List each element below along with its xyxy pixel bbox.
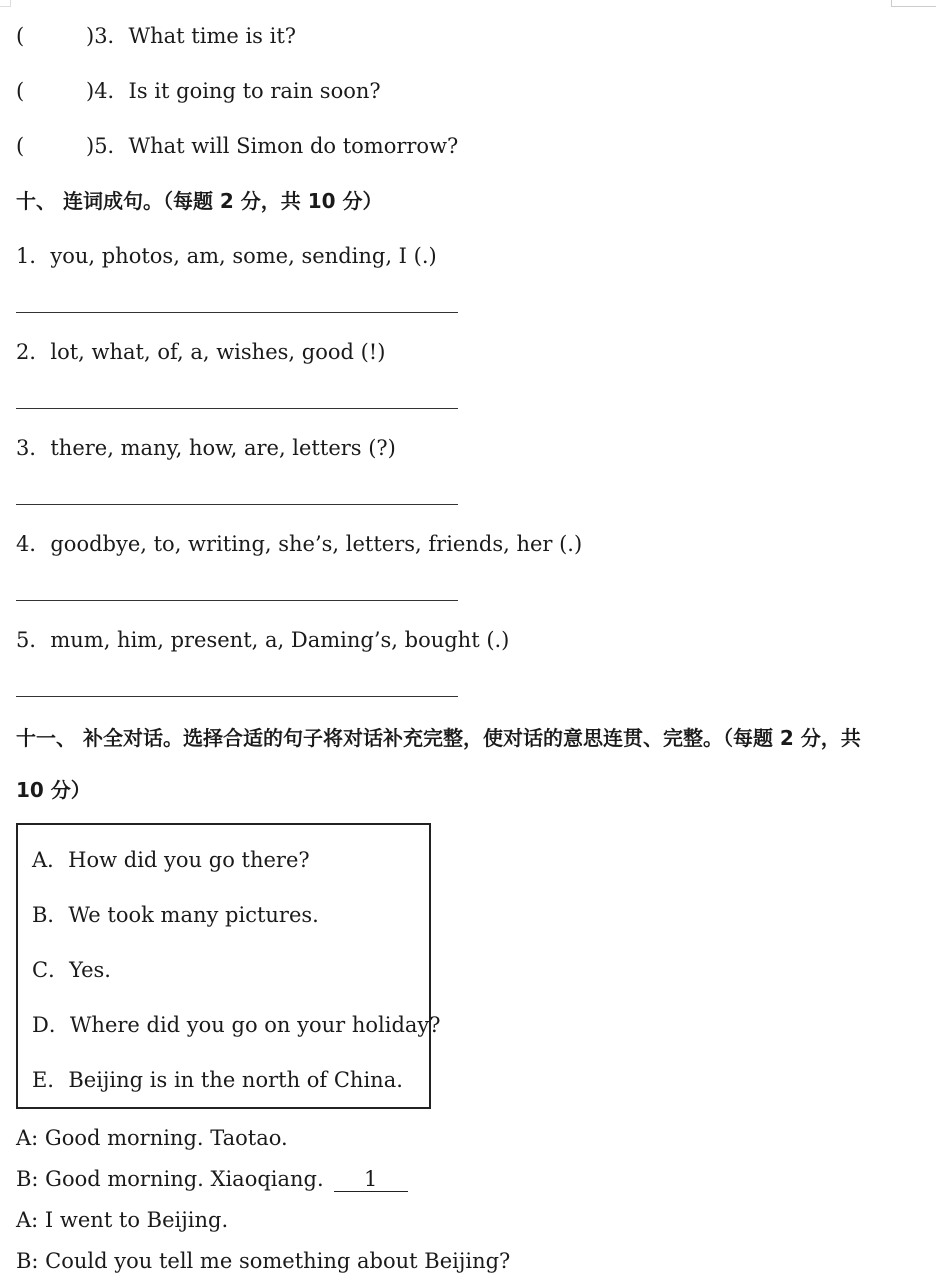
reorder-item-4: 4．goodbye, to, writing, she’s, letters, friends, her (.)	[16, 532, 583, 556]
reorder-item-5: 5．mum, him, present, a, Daming’s, bought (.)	[16, 628, 510, 652]
answer-paren: (	[16, 79, 25, 103]
dialogue-line-1: A: Good morning. Taotao.	[16, 1126, 288, 1150]
question-text: )5．What will Simon do tomorrow?	[86, 134, 459, 158]
section-11-heading-cont: 10 分）	[16, 778, 91, 802]
option-a: A．How did you go there?	[32, 848, 310, 872]
question-row-5	[16, 132, 458, 160]
option-e: E．Beijing is in the north of China.	[32, 1068, 403, 1092]
answer-line-2[interactable]	[16, 408, 458, 409]
page-corner-left	[0, 0, 11, 7]
question-row-4	[16, 77, 381, 105]
section-10-heading: 十、 连词成句。（每题 2 分，共 10 分）	[16, 189, 383, 213]
answer-line-3[interactable]	[16, 504, 458, 505]
option-b: B．We took many pictures.	[32, 903, 319, 927]
dialogue-line-2	[16, 1165, 408, 1193]
dialogue-blank-1[interactable]: 1	[334, 1167, 408, 1192]
question-text: )3．What time is it?	[86, 24, 297, 48]
reorder-item-3: 3．there, many, how, are, letters (?)	[16, 436, 396, 460]
dialogue-text: B: Good morning. Xiaoqiang.	[16, 1167, 324, 1191]
page-corner-right	[891, 0, 936, 7]
reorder-item-1: 1．you, photos, am, some, sending, I (.)	[16, 244, 437, 268]
option-d: D．Where did you go on your holiday?	[32, 1013, 441, 1037]
answer-line-5[interactable]	[16, 696, 458, 697]
options-box	[16, 823, 441, 1109]
section-11-heading: 十一、 补全对话。选择合适的句子将对话补充完整，使对话的意思连贯、完整。（每题 2 分，共	[16, 726, 861, 750]
option-c: C．Yes.	[32, 958, 111, 982]
answer-paren: (	[16, 134, 25, 158]
answer-paren: (	[16, 24, 25, 48]
reorder-item-2: 2．lot, what, of, a, wishes, good (!)	[16, 340, 386, 364]
dialogue-line-4: B: Could you tell me something about Beijing?	[16, 1249, 511, 1273]
question-row-3	[16, 22, 296, 50]
dialogue-line-3: A: I went to Beijing.	[16, 1208, 229, 1232]
answer-line-4[interactable]	[16, 600, 458, 601]
answer-line-1[interactable]	[16, 312, 458, 313]
question-text: )4．Is it going to rain soon?	[86, 79, 381, 103]
